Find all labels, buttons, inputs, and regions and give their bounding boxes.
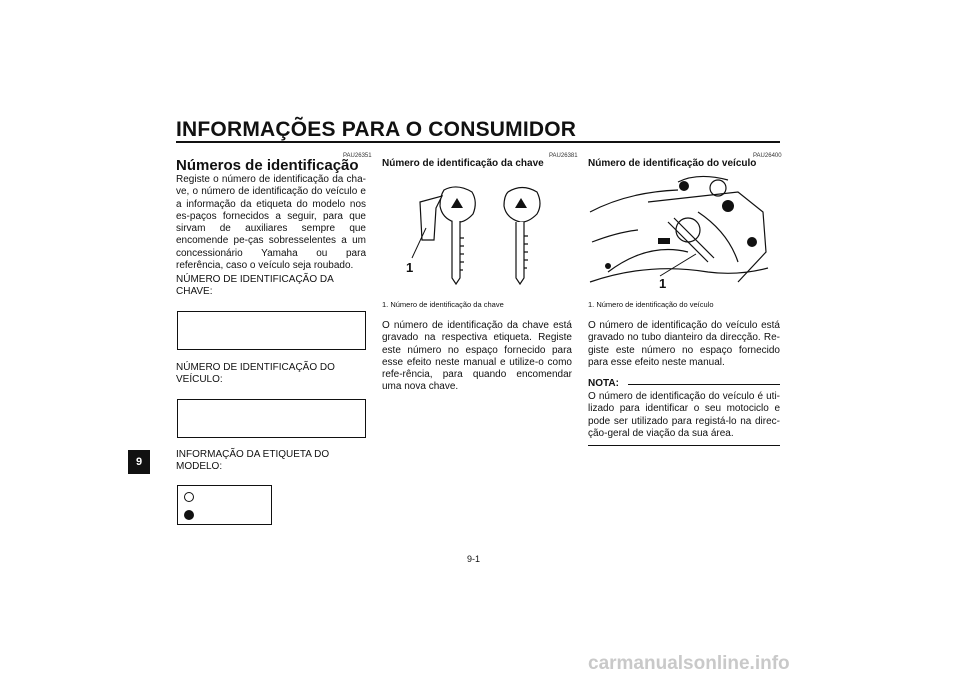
callout-number: 1 [406, 260, 414, 275]
note-rule-bottom [588, 445, 780, 446]
figure-caption: 1. Número de identificação do veículo [588, 300, 714, 309]
keys-icon [382, 178, 572, 296]
callout-number: 1 [659, 276, 667, 291]
intro-text: Registe o número de identificação da cha-ve, o número de identificação do veículo e a informação da etiqueta do modelo nos es-paços fornecidos a seguir, para que sirvam de auxiliares sempre que encomende pe-ças sobresselentes a um concessionário Yamaha ou para referência, caso o veículo seja roubado. [176, 174, 366, 272]
section-heading: Número de identificação do veículo [588, 158, 757, 169]
note-rule-top [628, 384, 780, 385]
key-number-label: NÚMERO DE IDENTIFICAÇÃO DA CHAVE: [176, 274, 334, 298]
model-label-label: INFORMAÇÃO DA ETIQUETA DO MODELO: [176, 449, 330, 473]
watermark-footer: carmanualsonline.info [588, 653, 790, 674]
key-number-box [177, 311, 366, 350]
filled-circle-icon [184, 510, 194, 520]
key-body-text: O número de identificação da chave está gravado na respectiva etiqueta. Registe este número no espaço fornecido para esse efeito neste manual e utilize-o como refe-rência, para quando encomendar uma nova chave. [382, 320, 572, 393]
note-text: O número de identificação do veículo é uti-lizado para identificar o seu motociclo e pode ser utilizado para registá-lo na direc-ção-geral de viação da sua área. [588, 391, 780, 439]
vehicle-number-label: NÚMERO DE IDENTIFICAÇÃO DO VEÍCULO: [176, 362, 335, 386]
section-heading: Números de identificação [176, 157, 359, 174]
page-number: 9-1 [467, 554, 481, 564]
note-label: NOTA: [588, 378, 619, 389]
empty-circle-icon [184, 492, 194, 502]
vehicle-body-text: O número de identificação do veículo está gravado no tubo dianteiro da direcção. Re-giste este número no espaço fornecido para esse efeito neste manual. [588, 320, 780, 368]
section-code: PAU26381 [549, 153, 578, 159]
vehicle-illustration [588, 172, 778, 298]
title-rule [176, 141, 780, 143]
section-code: PAU26351 [343, 153, 372, 159]
model-label-box [177, 485, 272, 525]
chapter-tab: 9 [128, 450, 150, 474]
page-title: INFORMAÇÕES PARA O CONSUMIDOR [176, 118, 577, 141]
section-code: PAU26400 [753, 153, 782, 159]
steering-head-icon [588, 172, 778, 298]
figure-caption: 1. Número de identificação da chave [382, 300, 504, 309]
section-heading: Número de identificação da chave [382, 158, 544, 169]
vehicle-number-box [177, 399, 366, 438]
key-illustration [382, 178, 572, 296]
